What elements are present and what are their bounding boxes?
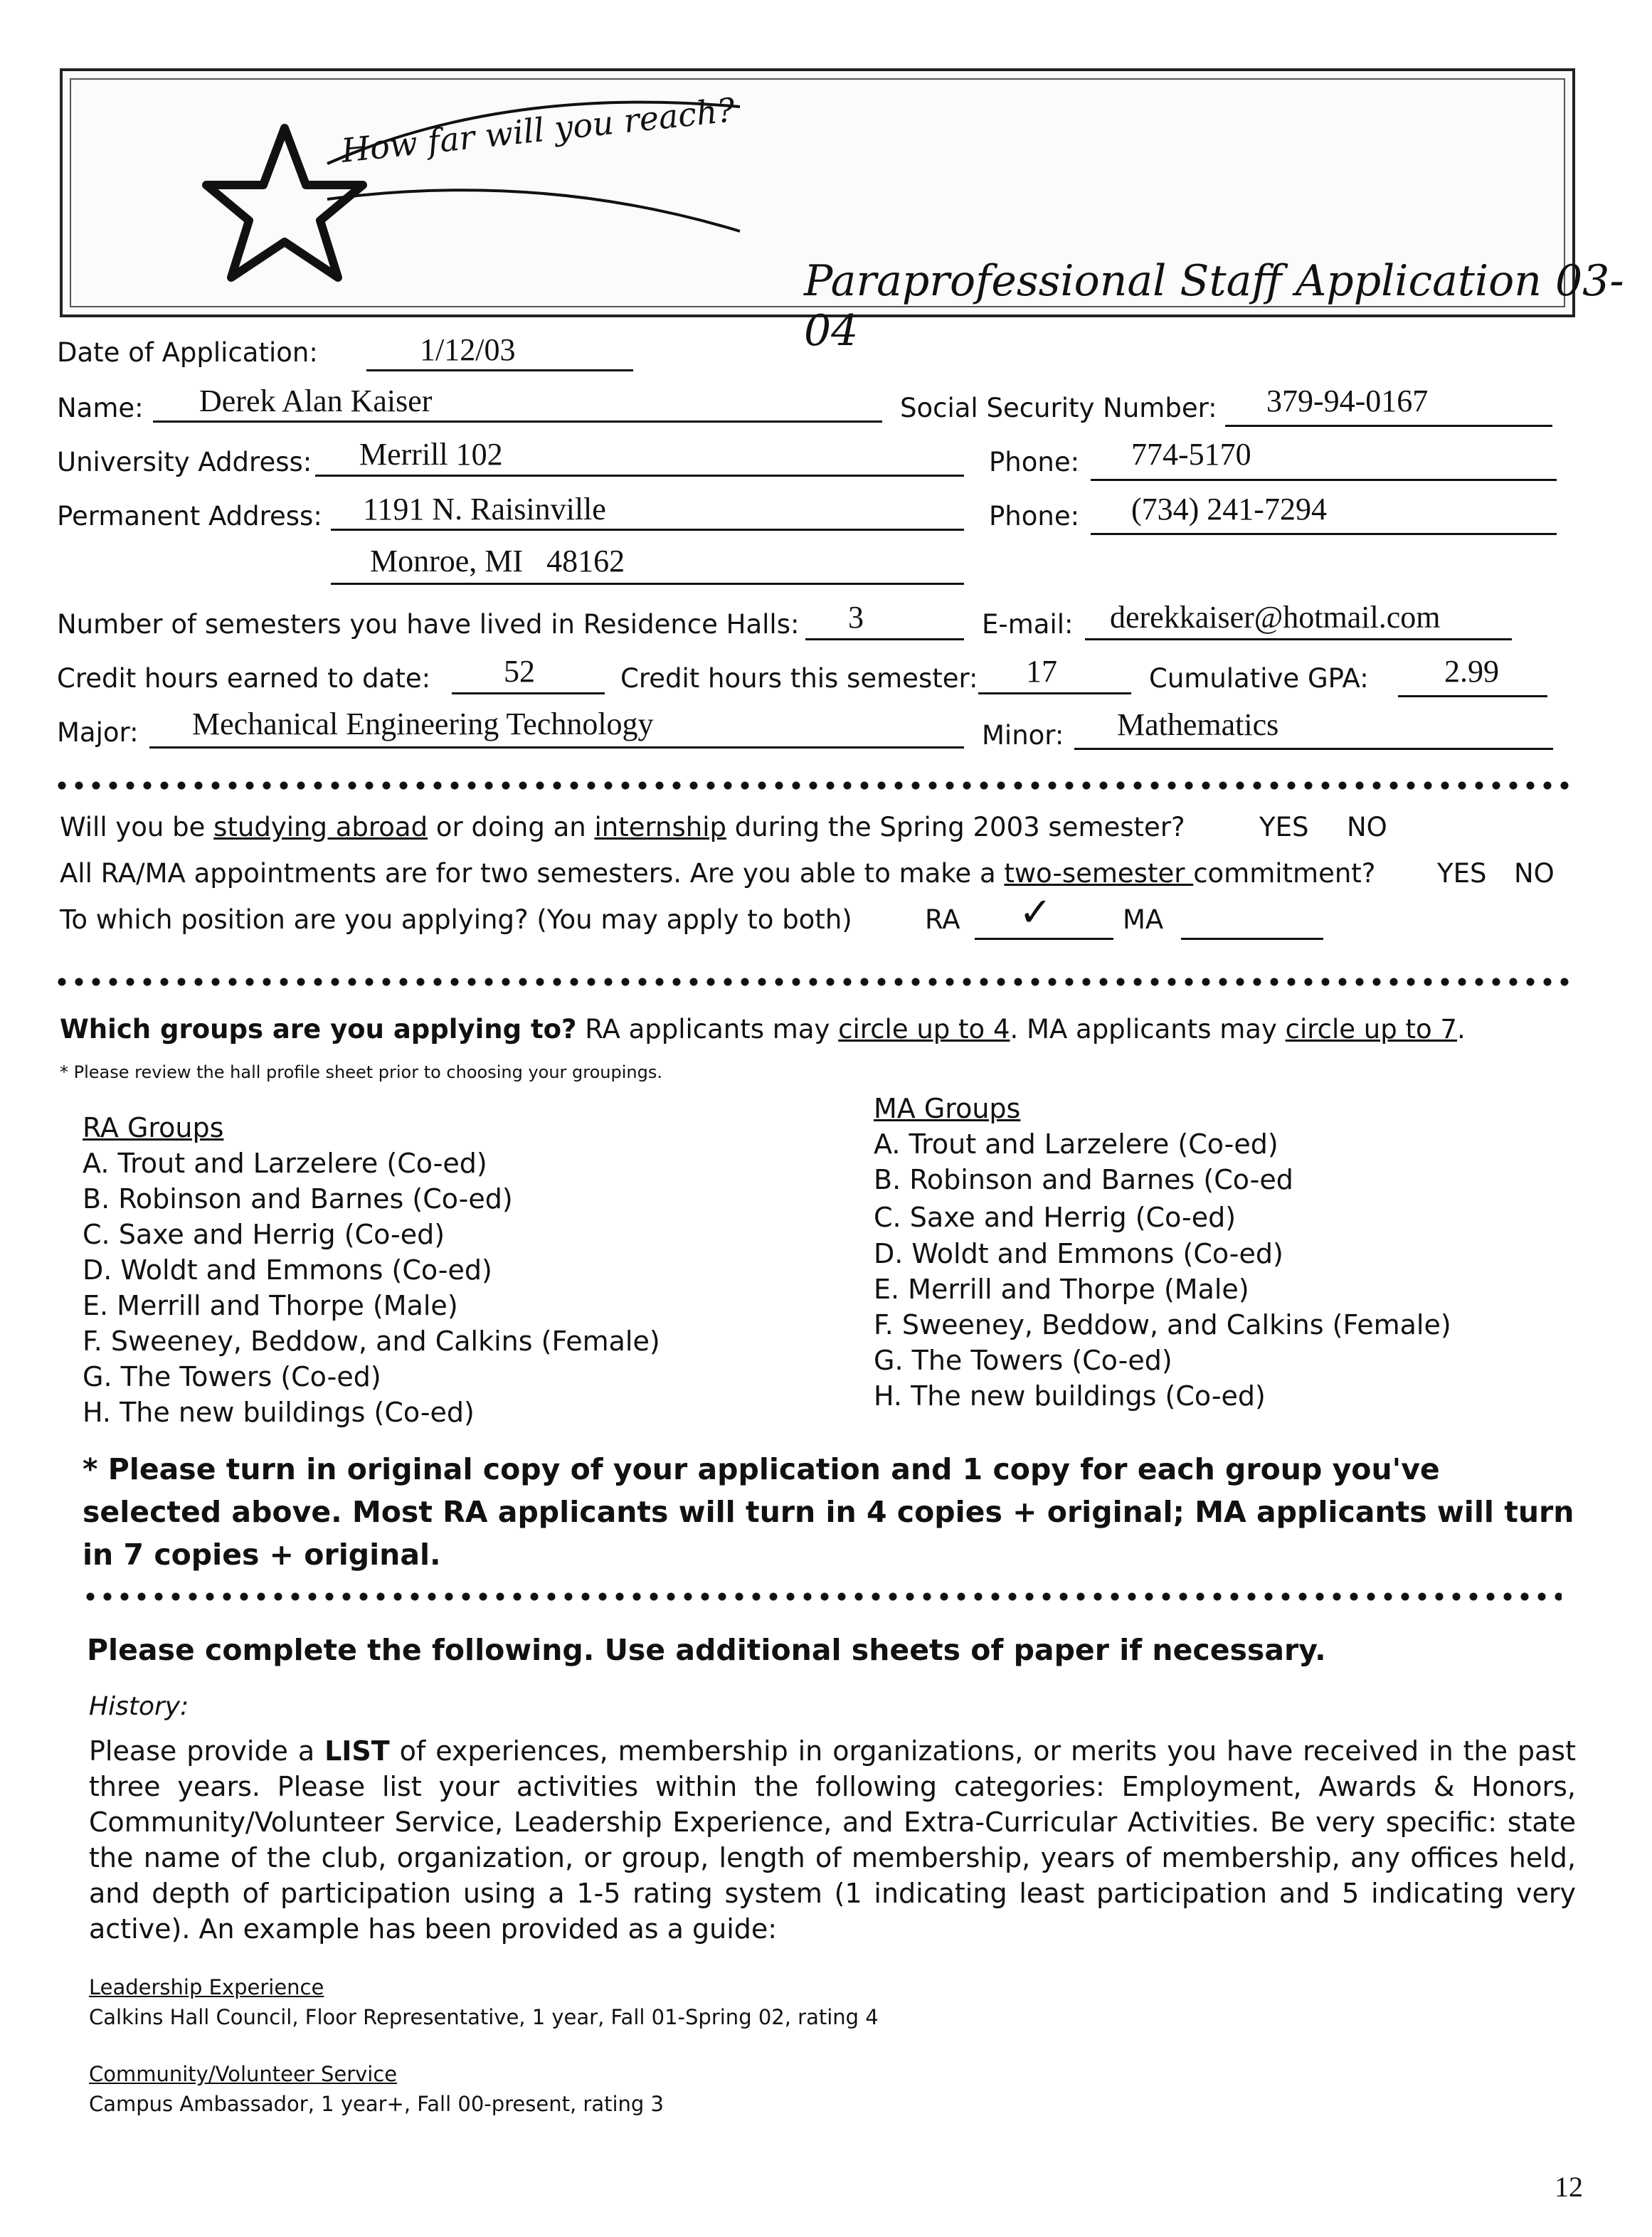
copies-notice: * Please turn in original copy of your application and 1 copy for each group you've selected above. Most RA applicants will turn in 4 copies + original; MA applicants will turn in 7 copies + original. — [83, 1452, 1574, 1572]
major-value: Mechanical Engineering Technology — [192, 707, 654, 741]
ma-group-f[interactable]: F. Sweeney, Beddow, and Calkins (Female) — [874, 1309, 1451, 1340]
perm-phone-underline — [1091, 533, 1557, 535]
ssn-label: Social Security Number: — [900, 393, 1217, 423]
email-underline — [1085, 638, 1512, 640]
application-title: Paraprofessional Staff Application 03-04 — [804, 256, 1624, 356]
date-label: Date of Application: — [57, 337, 318, 368]
ma-group-h[interactable]: H. The new buildings (Co-ed) — [874, 1380, 1266, 1412]
groups-note: * Please review the hall profile sheet prior to choosing your groupings. — [60, 1062, 662, 1082]
ra-group-f[interactable]: F. Sweeney, Beddow, and Calkins (Female) — [83, 1326, 660, 1357]
email-value: derekkaiser@hotmail.com — [1110, 600, 1441, 635]
major-underline — [149, 746, 964, 749]
gpa-underline — [1398, 695, 1547, 697]
ma-group-g[interactable]: G. The Towers (Co-ed) — [874, 1345, 1172, 1376]
ra-groups-title: RA Groups — [83, 1112, 224, 1143]
two-semester-no-option[interactable]: NO — [1514, 858, 1555, 889]
univ-phone-value: 774-5170 — [1131, 437, 1251, 472]
ma-group-c[interactable]: C. Saxe and Herrig (Co-ed) — [874, 1202, 1237, 1233]
minor-label: Minor: — [982, 720, 1064, 751]
example-community-title: Community/Volunteer Service — [89, 2062, 398, 2086]
history-label: History: — [89, 1692, 189, 1721]
minor-underline — [1074, 748, 1553, 750]
date-value: 1/12/03 — [420, 332, 516, 367]
name-value: Derek Alan Kaiser — [199, 384, 433, 418]
gpa-label: Cumulative GPA: — [1149, 663, 1369, 694]
ma-group-b[interactable]: B. Robinson and Barnes (Co-ed — [874, 1164, 1293, 1195]
ra-group-g[interactable]: G. The Towers (Co-ed) — [83, 1361, 381, 1392]
univ-phone-underline — [1091, 479, 1557, 481]
ma-groups-title: MA Groups — [874, 1093, 1021, 1124]
ssn-underline — [1225, 425, 1552, 427]
study-abroad-yes-option[interactable]: YES — [1259, 812, 1309, 842]
dotted-separator — [53, 977, 1576, 987]
banner-tagline: How far will you reach? — [339, 90, 737, 170]
univ-address-label: University Address: — [57, 447, 312, 477]
perm-address-underline-1 — [331, 529, 964, 531]
ra-check-icon: ✓ — [1019, 889, 1052, 936]
semesters-value: 3 — [848, 600, 864, 635]
perm-phone-label: Phone: — [989, 501, 1080, 532]
credits-semester-label: Credit hours this semester: — [620, 663, 978, 694]
ma-group-d[interactable]: D. Woldt and Emmons (Co-ed) — [874, 1238, 1283, 1269]
gpa-value: 2.99 — [1444, 654, 1499, 689]
perm-address-label: Permanent Address: — [57, 501, 322, 532]
ra-group-e[interactable]: E. Merrill and Thorpe (Male) — [83, 1290, 458, 1321]
perm-address-underline-2 — [331, 583, 964, 585]
credits-semester-underline — [978, 692, 1131, 694]
minor-value: Mathematics — [1117, 707, 1279, 742]
example-community-text: Campus Ambassador, 1 year+, Fall 00-present, rating 3 — [89, 2092, 664, 2116]
ma-group-a[interactable]: A. Trout and Larzelere (Co-ed) — [874, 1128, 1278, 1160]
ra-group-h[interactable]: H. The new buildings (Co-ed) — [83, 1397, 475, 1428]
question-position: To which position are you applying? (You may apply to both) — [60, 904, 852, 935]
name-label: Name: — [57, 393, 144, 423]
major-label: Major: — [57, 717, 139, 748]
credits-earned-label: Credit hours earned to date: — [57, 663, 431, 694]
ra-group-c[interactable]: C. Saxe and Herrig (Co-ed) — [83, 1219, 445, 1250]
ra-group-b[interactable]: B. Robinson and Barnes (Co-ed) — [83, 1183, 513, 1215]
example-leadership-text: Calkins Hall Council, Floor Representative, 1 year, Fall 01-Spring 02, rating 4 — [89, 2005, 879, 2029]
complete-heading: Please complete the following. Use additional sheets of paper if necessary. — [87, 1633, 1326, 1667]
question-two-semester: All RA/MA appointments are for two semesters. Are you able to make a two-semester commitment? — [60, 858, 1376, 889]
position-ma-blank[interactable] — [1181, 938, 1323, 940]
semesters-label: Number of semesters you have lived in Residence Halls: — [57, 609, 800, 640]
univ-address-underline — [315, 475, 964, 477]
dotted-separator — [82, 1592, 1562, 1602]
ra-group-a[interactable]: A. Trout and Larzelere (Co-ed) — [83, 1148, 487, 1179]
credits-earned-value: 52 — [504, 654, 535, 689]
question-study-abroad: Will you be studying abroad or doing an internship during the Spring 2003 semester? — [60, 812, 1185, 842]
ra-group-d[interactable]: D. Woldt and Emmons (Co-ed) — [83, 1254, 492, 1286]
page-number: 12 — [1555, 2171, 1583, 2203]
position-ra-label: RA — [925, 904, 960, 935]
position-ma-label: MA — [1123, 904, 1164, 935]
univ-address-value: Merrill 102 — [359, 437, 503, 472]
position-ra-blank[interactable] — [975, 938, 1113, 940]
email-label: E-mail: — [982, 609, 1074, 640]
name-underline — [153, 421, 882, 423]
credits-semester-value: 17 — [1026, 654, 1057, 689]
semesters-underline — [805, 638, 964, 640]
perm-phone-value: (734) 241-7294 — [1131, 492, 1327, 527]
perm-address-line1: 1191 N. Raisinville — [363, 492, 606, 527]
dotted-separator — [53, 781, 1576, 790]
study-abroad-no-option[interactable]: NO — [1347, 812, 1387, 842]
univ-phone-label: Phone: — [989, 447, 1080, 477]
two-semester-yes-option[interactable]: YES — [1437, 858, 1487, 889]
credits-earned-underline — [452, 692, 605, 694]
date-underline — [366, 369, 633, 371]
ma-group-e[interactable]: E. Merrill and Thorpe (Male) — [874, 1274, 1249, 1305]
example-leadership-title: Leadership Experience — [89, 1975, 324, 1999]
history-instructions: Please provide a LIST of experiences, membership in organizations, or merits you have received in the past three years. Please list your activities within the following categories: Employment, Awards & Honors, Community/Volunteer Service, Leadership Experience, and Extra-Curricular Activities. Be very specific: state the name of the club, organization, or group, length of membership, years of membership, any offices held, and depth of participation using a 1-5 rating system (1 indicating least participation and 5 indicating very active). An example has been provided as a guide: — [89, 1735, 1576, 1945]
ssn-value: 379-94-0167 — [1266, 384, 1429, 418]
perm-address-line2: Monroe, MI 48162 — [370, 544, 625, 578]
groups-heading: Which groups are you applying to? RA applicants may circle up to 4. MA applicants may circle up to 7. — [60, 1014, 1466, 1045]
